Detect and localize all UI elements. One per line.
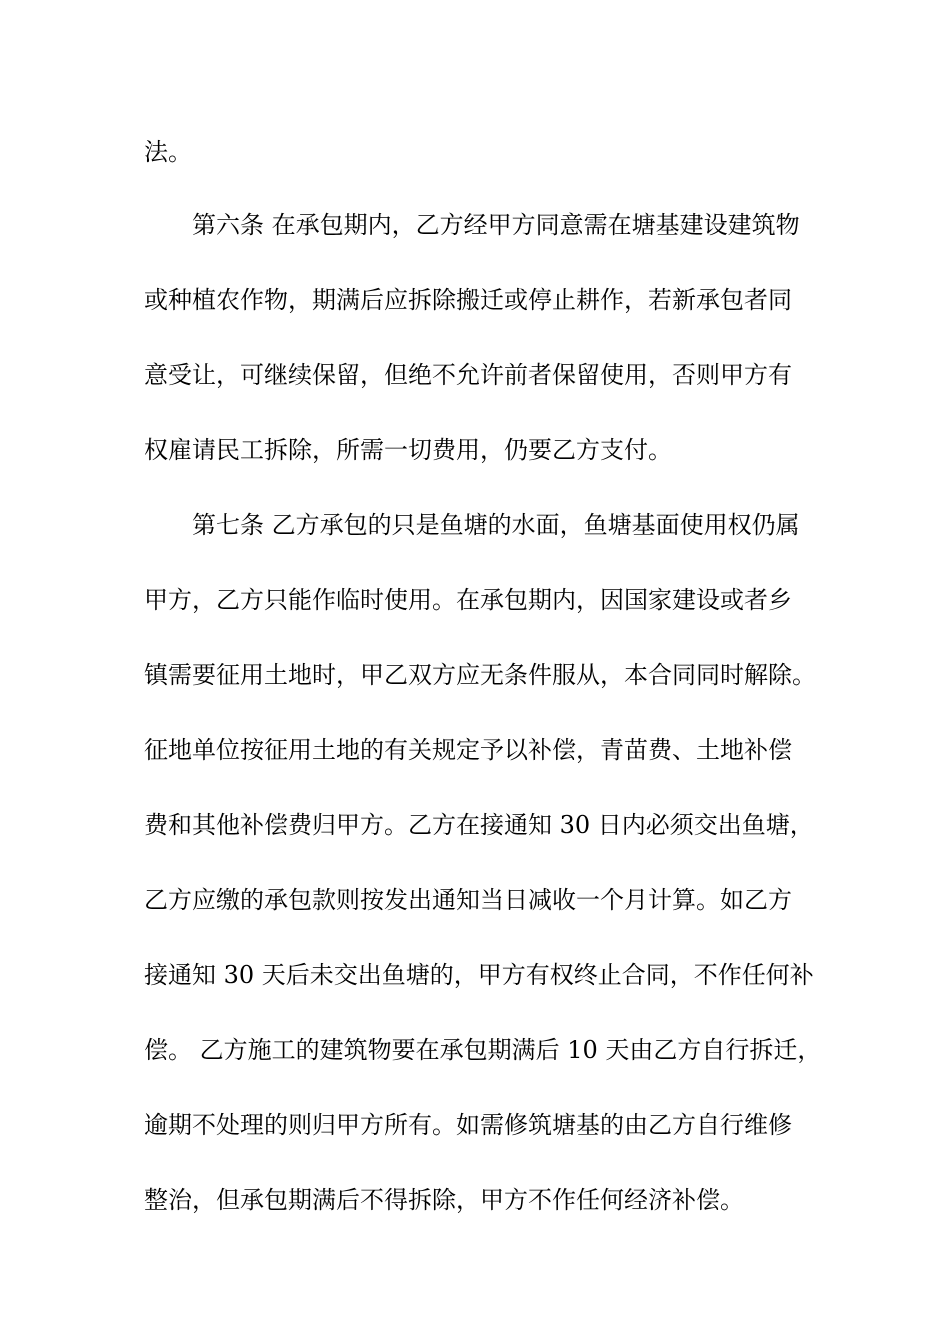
text-line: 整治，但承包期满后不得拆除，甲方不作任何经济补偿。: [144, 1186, 744, 1214]
text-line: 乙方应缴的承包款则按发出通知当日减收一个月计算。如乙方: [144, 886, 792, 914]
text-line: 接通知 30 天后未交出鱼塘的，甲方有权终止合同，不作任何补: [144, 961, 814, 989]
article-6-heading-line: 第六条 在承包期内，乙方经甲方同意需在塘基建设建筑物: [192, 211, 800, 239]
article-7-heading-line: 第七条 乙方承包的只是鱼塘的水面，鱼塘基面使用权仍属: [192, 511, 800, 539]
text-line: 镇需要征用土地时，甲乙双方应无条件服从，本合同同时解除。: [144, 661, 816, 689]
text-line: 逾期不处理的则归甲方所有。如需修筑塘基的由乙方自行维修: [144, 1111, 792, 1139]
text-line: 或种植农作物，期满后应拆除搬迁或停止耕作，若新承包者同: [144, 286, 792, 314]
text-line: 偿。 乙方施工的建筑物要在承包期满后 10 天由乙方自行拆迁，: [144, 1036, 822, 1064]
text-line: 费和其他补偿费归甲方。乙方在接通知 30 日内必须交出鱼塘，: [144, 811, 814, 839]
text-line: 权雇请民工拆除，所需一切费用，仍要乙方支付。: [144, 436, 672, 464]
text-line: 意受让，可继续保留，但绝不允许前者保留使用，否则甲方有: [144, 361, 792, 389]
text-line: 征地单位按征用土地的有关规定予以补偿，青苗费、土地补偿: [144, 736, 792, 764]
text-line: 甲方，乙方只能作临时使用。在承包期内，因国家建设或者乡: [144, 586, 792, 614]
text-line: 法。: [144, 138, 192, 166]
